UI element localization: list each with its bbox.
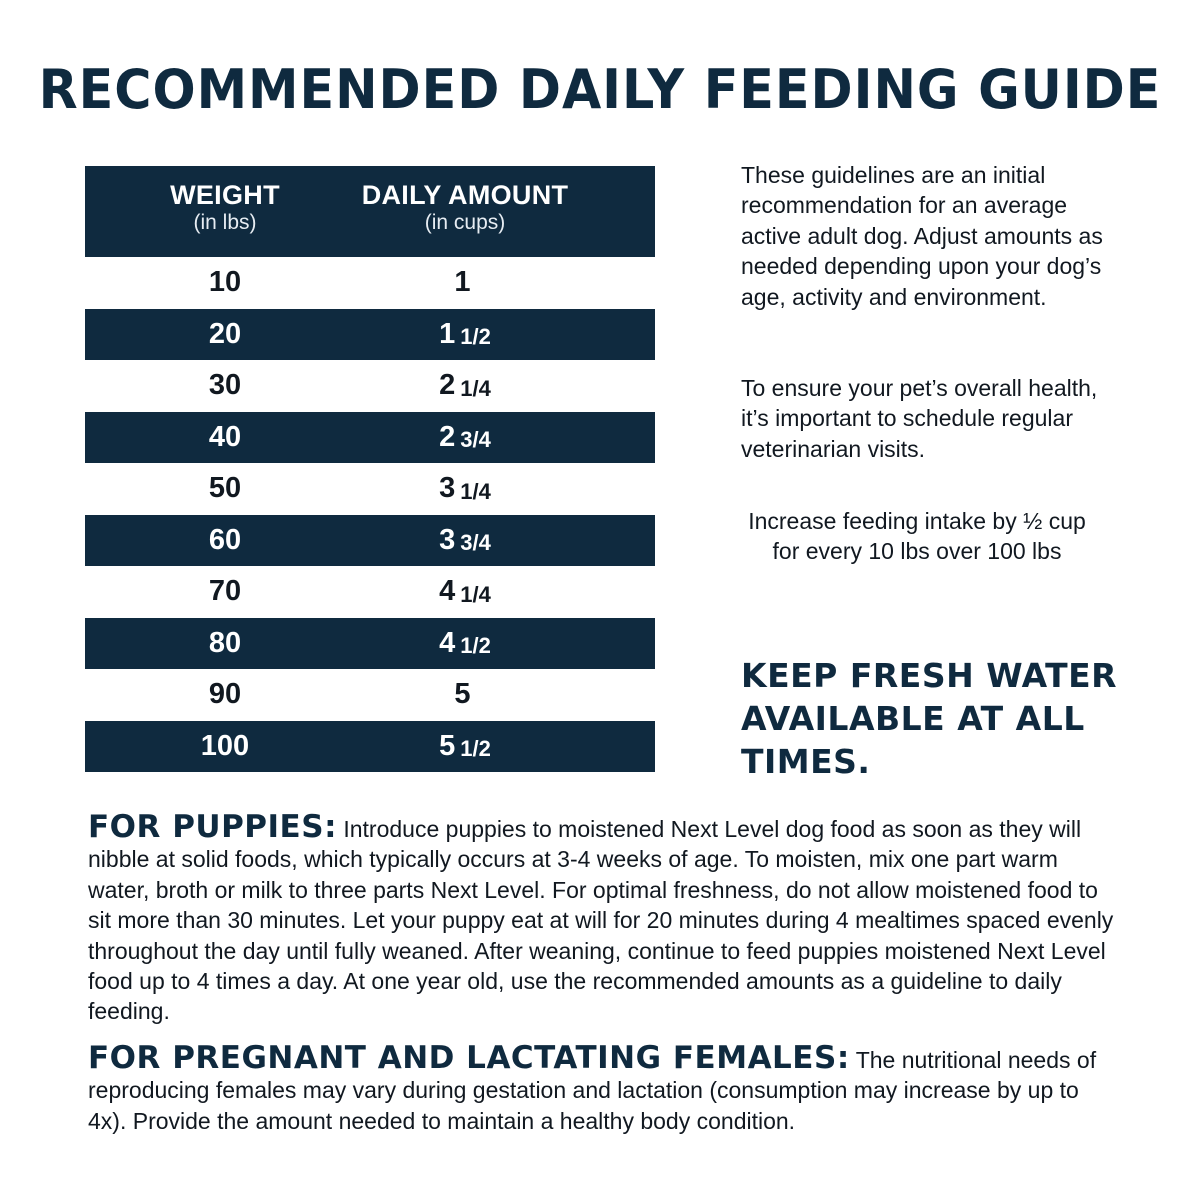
amount-fraction: 1/2: [460, 633, 491, 659]
amount-whole: 2: [439, 420, 456, 453]
fresh-water-callout: KEEP FRESH WATER AVAILABLE AT ALL TIMES.: [741, 656, 1118, 781]
amount-cell: [345, 566, 585, 618]
health-text: To ensure your pet’s overall health, it’s important to schedule regular veterinarian visits.: [741, 375, 1098, 462]
guidelines-text: These guidelines are an initial recommendation for an average active adult dog. Adjust amounts as needed depending upon your dog’s age, activity and environment.: [741, 162, 1103, 310]
amount-fraction: 3/4: [460, 427, 491, 453]
amount-whole: 4: [439, 575, 456, 608]
weight-cell: 30: [208, 369, 242, 402]
puppies-body: Introduce puppies to moistened Next Level dog food as soon as they will nibble at solid foods, which typically occurs at 3-4 weeks of age. To moisten, mix one part warm water, broth or milk to three parts Next Level. For optimal freshness, do not allow moistened food to sit more than 30 minutes. Let your puppy eat at will for 20 minutes during 4 mealtimes spaced evenly throughout the day until fully weaned. After weaning, continue to feed puppies moistened Next Level food up to 4 times a day. At one year old, use the recommended amounts as a guideline to daily feeding.: [88, 816, 1114, 1025]
table-row: [85, 566, 655, 618]
amount-cell: [345, 463, 585, 515]
weight-cell: 90: [208, 678, 242, 711]
amount-whole: 5: [439, 729, 456, 762]
amount-fraction: 1/4: [460, 581, 491, 607]
puppies-heading: FOR PUPPIES:: [88, 809, 337, 845]
table-row: [85, 309, 655, 361]
table-row: [85, 515, 655, 567]
pregnant-body: The nutritional needs of reproducing females may vary during gestation and lactation (consumption may increase by up to 4x). Provide the amount needed to maintain a healthy body condition.: [88, 1047, 1097, 1134]
amount-fraction: 1/4: [460, 478, 491, 504]
amount-whole: 1: [439, 317, 456, 350]
amount-cell: [345, 618, 585, 670]
amount-whole: 1: [454, 266, 471, 299]
weight-cell: 100: [200, 729, 250, 762]
amount-whole: 2: [439, 369, 456, 402]
header-weight-label: WEIGHT: [170, 180, 280, 210]
amount-whole: 3: [439, 523, 456, 556]
amount-fraction: 1/4: [460, 375, 491, 401]
table-row: [85, 721, 655, 773]
pregnant-section: [88, 1040, 1118, 1136]
amount-fraction: 3/4: [460, 530, 491, 556]
feeding-table: [85, 166, 655, 772]
weight-cell: 10: [208, 266, 242, 299]
header-amount-unit: (in cups): [424, 211, 506, 234]
amount-cell: [345, 309, 585, 361]
amount-cell: [345, 412, 585, 464]
amount-fraction: 1/2: [460, 324, 491, 350]
table-row: [85, 463, 655, 515]
pregnant-heading: FOR PREGNANT AND LACTATING FEMALES:: [88, 1040, 850, 1076]
header-weight-unit: (in lbs): [193, 211, 257, 234]
puppies-section: [88, 809, 1118, 1027]
amount-fraction: 1/2: [460, 736, 491, 762]
weight-cell: 50: [208, 472, 242, 505]
table-row: [85, 360, 655, 412]
weight-cell: 20: [208, 317, 242, 350]
amount-whole: 4: [439, 626, 456, 659]
amount-whole: 5: [454, 678, 471, 711]
amount-cell: [345, 257, 585, 309]
table-row: [85, 412, 655, 464]
header-weight: [155, 180, 295, 236]
amount-whole: 3: [439, 472, 456, 505]
table-row: [85, 669, 655, 721]
table-header: [85, 166, 655, 257]
weight-cell: 70: [208, 575, 242, 608]
amount-cell: [345, 669, 585, 721]
weight-cell: 40: [208, 420, 242, 453]
header-amount-label: DAILY AMOUNT: [361, 180, 569, 210]
header-amount: [345, 180, 585, 236]
table-row: [85, 618, 655, 670]
weight-cell: 80: [208, 626, 242, 659]
page-title: RECOMMENDED DAILY FEEDING GUIDE: [38, 58, 1162, 121]
weight-cell: 60: [208, 523, 242, 556]
amount-cell: [345, 360, 585, 412]
amount-cell: [345, 515, 585, 567]
table-row: [85, 257, 655, 309]
amount-cell: [345, 721, 585, 773]
increase-intake-note: Increase feeding intake by ½ cup for every 10 lbs over 100 lbs: [748, 508, 1086, 565]
